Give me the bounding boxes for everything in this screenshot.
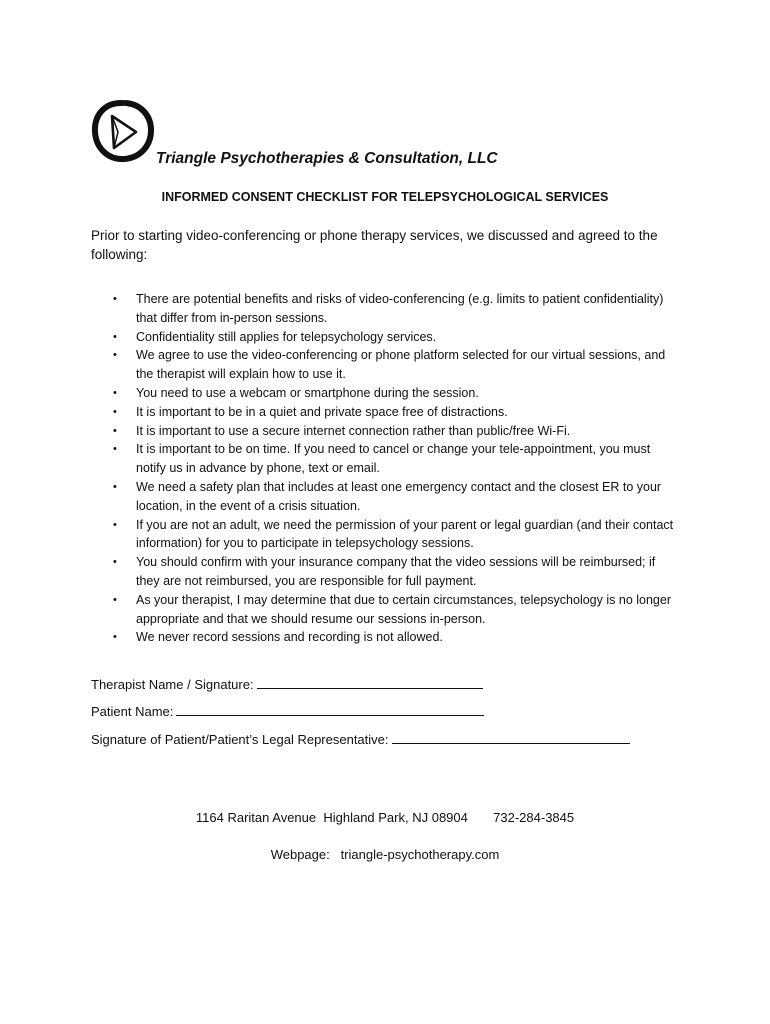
checklist-item <box>91 403 681 422</box>
footer-address: 1164 Raritan Avenue Highland Park, NJ 08904 732-284-3845 <box>195 810 575 825</box>
checklist-item <box>91 553 681 591</box>
checklist-item-text: There are potential benefits and risks of video-conferencing (e.g. limits to patient confidentiality) that differ from in-person sessions. <box>136 292 664 325</box>
checklist-item <box>91 478 681 516</box>
patient-name-label: Patient Name: <box>91 704 174 719</box>
checklist-item-text: As your therapist, I may determine that due to certain circumstances, telepsychology is no longer appropriate and that we should resume our sessions in-person. <box>136 592 671 626</box>
checklist-item-text: We never record sessions and recording is not allowed. <box>136 630 443 645</box>
intro-paragraph: Prior to starting video-conferencing or phone therapy services, we discussed and agreed to the following: <box>91 228 658 262</box>
checklist-item-text: It is important to be in a quiet and private space free of distractions. <box>136 404 508 419</box>
company-name: Triangle Psychotherapies & Consultation, LLC <box>156 150 498 167</box>
document-title: INFORMED CONSENT CHECKLIST FOR TELEPSYCHOLOGICAL SERVICES <box>161 190 609 204</box>
therapist-signature-field[interactable] <box>257 676 483 689</box>
bullet-icon: • <box>113 480 117 493</box>
bullet-icon: • <box>113 631 117 644</box>
checklist-item <box>91 346 681 384</box>
representative-signature-row <box>91 731 630 747</box>
checklist-item <box>91 384 681 403</box>
therapist-signature-label: Therapist Name / Signature: <box>91 677 254 692</box>
checklist-item-text: It is important to use a secure internet connection rather than public/free Wi-Fi. <box>136 423 571 438</box>
therapist-signature-row <box>91 676 483 692</box>
bullet-icon: • <box>113 424 117 437</box>
bullet-icon: • <box>113 518 117 531</box>
checklist-item <box>91 422 681 441</box>
consent-checklist <box>91 290 681 647</box>
checklist-item <box>91 628 681 647</box>
checklist-item-text: If you are not an adult, we need the permission of your parent or legal guardian (and their contact information) for you to participate in telepsychology sessions. <box>136 517 674 551</box>
checklist-item <box>91 440 681 478</box>
patient-name-field[interactable] <box>176 703 484 716</box>
checklist-item-text: We agree to use the video-conferencing or phone platform selected for our virtual sessions, and the therapist will explain how to use it. <box>136 348 666 382</box>
checklist-item-text: We need a safety plan that includes at least one emergency contact and the closest ER to your location, in the event of a crisis situation. <box>136 479 662 513</box>
bullet-icon: • <box>113 349 117 362</box>
bullet-icon: • <box>113 556 117 569</box>
checklist-item <box>91 591 681 629</box>
checklist-item-text: You need to use a webcam or smartphone during the session. <box>136 385 479 400</box>
bullet-icon: • <box>113 443 117 456</box>
bullet-icon: • <box>113 330 117 343</box>
checklist-item <box>91 516 681 554</box>
patient-name-row <box>91 703 484 719</box>
representative-signature-field[interactable] <box>392 731 630 744</box>
checklist-item-text: You should confirm with your insurance company that the video sessions will be reimbursed; if they are not reimbursed, you are responsible for full payment. <box>136 555 656 588</box>
footer-webpage: Webpage: triangle-psychotherapy.com <box>270 847 500 862</box>
checklist-item-text: Confidentiality still applies for telepsychology services. <box>136 329 437 344</box>
triangle-circle-logo-icon <box>90 98 156 164</box>
checklist-item <box>91 290 681 328</box>
bullet-icon: • <box>113 293 117 305</box>
bullet-icon: • <box>113 386 117 399</box>
checklist-item-text: It is important to be on time. If you need to cancel or change your tele-appointment, you must notify us in advance by phone, text or email. <box>136 442 651 476</box>
representative-signature-label: Signature of Patient/Patient’s Legal Representative: <box>91 732 389 747</box>
bullet-icon: • <box>113 405 117 418</box>
checklist-item <box>91 328 681 347</box>
bullet-icon: • <box>113 593 117 606</box>
